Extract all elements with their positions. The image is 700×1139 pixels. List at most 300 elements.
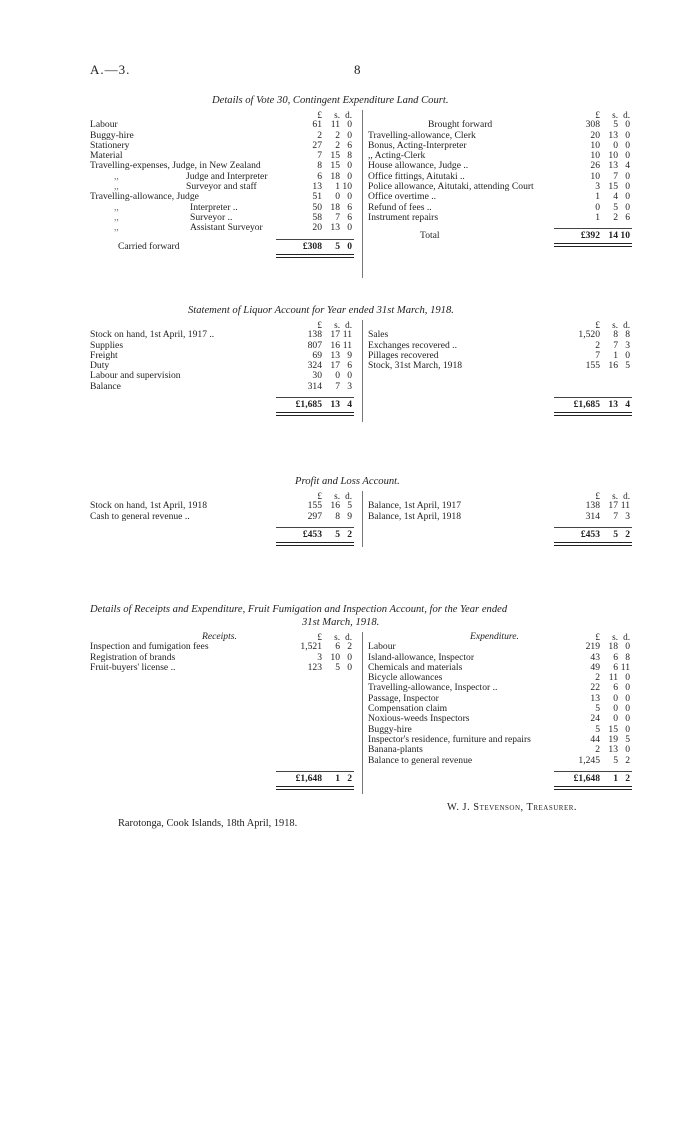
shillings-value: 7 bbox=[335, 211, 340, 223]
pounds-value: 5 bbox=[595, 723, 600, 735]
shillings-value: 1 bbox=[613, 772, 618, 784]
pence-value: 11 bbox=[620, 500, 630, 512]
row-label: Duty bbox=[90, 360, 110, 372]
pound-sign-header: £ bbox=[595, 110, 600, 120]
total-label: Carried forward bbox=[118, 240, 180, 252]
pence-value: 10 bbox=[342, 181, 352, 193]
row-label: Fruit-buyers' license .. bbox=[90, 661, 176, 673]
pence-value: 3 bbox=[625, 510, 630, 522]
row-label: Brought forward bbox=[428, 119, 493, 131]
pounds-value: £1,648 bbox=[295, 772, 322, 784]
pence-value: 0 bbox=[625, 150, 630, 162]
pence-value: 2 bbox=[347, 528, 352, 540]
column-divider bbox=[362, 110, 363, 278]
pence-value: 2 bbox=[625, 528, 630, 540]
shillings-value: 5 bbox=[335, 528, 340, 540]
shillings-header: s. bbox=[334, 491, 340, 501]
total-double-rule bbox=[554, 542, 632, 546]
pound-sign-header: £ bbox=[317, 110, 322, 120]
ledger-row bbox=[368, 361, 630, 371]
shillings-value: 0 bbox=[335, 191, 340, 203]
pence-header: d. bbox=[345, 632, 352, 642]
row-label: Stationery bbox=[90, 139, 130, 151]
row-label: Compensation claim bbox=[368, 703, 448, 715]
pounds-value: 1,521 bbox=[300, 641, 322, 653]
pounds-value: 155 bbox=[307, 500, 322, 512]
shillings-value: 7 bbox=[613, 339, 618, 351]
column-divider bbox=[362, 320, 363, 422]
shillings-value: 15 bbox=[608, 181, 618, 193]
total-rule bbox=[276, 771, 354, 772]
row-label: Supplies bbox=[90, 339, 124, 351]
pounds-value: £1,648 bbox=[573, 772, 600, 784]
row-label: Refund of fees .. bbox=[368, 201, 432, 213]
pence-value: 3 bbox=[347, 380, 352, 392]
ledger-row bbox=[90, 382, 358, 392]
pounds-value: 7 bbox=[317, 150, 322, 162]
shillings-value: 11 bbox=[608, 672, 618, 684]
shillings-value: 6 bbox=[613, 682, 618, 694]
row-label: Inspection and fumigation fees bbox=[90, 641, 209, 653]
row-label: Interpreter .. bbox=[190, 201, 238, 213]
pence-value: 0 bbox=[347, 160, 352, 172]
shillings-value: 0 bbox=[613, 139, 618, 151]
total-double-rule bbox=[554, 412, 632, 416]
pence-header: d. bbox=[623, 320, 630, 330]
vote-left-column bbox=[90, 110, 358, 255]
shillings-value: 13 bbox=[330, 222, 340, 234]
row-label: Surveyor and staff bbox=[186, 181, 257, 193]
shillings-header: s. bbox=[612, 110, 618, 120]
row-label: Labour bbox=[90, 119, 118, 131]
row-label: Stock on hand, 1st April, 1918 bbox=[90, 500, 207, 512]
pence-value: 0 bbox=[625, 713, 630, 725]
pounds-value: 2 bbox=[595, 339, 600, 351]
pounds-value: 6 bbox=[317, 170, 322, 182]
pence-value: 0 bbox=[625, 744, 630, 756]
pence-value: 11 bbox=[342, 329, 352, 341]
shillings-value: 7 bbox=[335, 380, 340, 392]
pence-value: 2 bbox=[347, 641, 352, 653]
pounds-value: 69 bbox=[312, 349, 322, 361]
row-label: House allowance, Judge .. bbox=[368, 160, 469, 172]
receipts-heading: Receipts. bbox=[202, 631, 237, 642]
row-label: Stock on hand, 1st April, 1917 .. bbox=[90, 329, 215, 341]
shillings-value: 0 bbox=[613, 713, 618, 725]
pounds-value: 123 bbox=[307, 661, 322, 673]
total-row bbox=[90, 242, 358, 255]
pence-value: 0 bbox=[625, 672, 630, 684]
pounds-value: 58 bbox=[312, 211, 322, 223]
pounds-value: 22 bbox=[590, 682, 600, 694]
shillings-header: s. bbox=[334, 632, 340, 642]
pounds-value: £1,685 bbox=[295, 399, 322, 411]
ditto-mark: ,, bbox=[114, 170, 119, 182]
pence-value: 3 bbox=[625, 339, 630, 351]
pound-sign-header: £ bbox=[595, 632, 600, 642]
pence-value: 5 bbox=[347, 500, 352, 512]
pounds-value: 314 bbox=[585, 510, 600, 522]
row-label: Inspector's residence, furniture and repairs bbox=[368, 733, 531, 745]
pounds-value: 155 bbox=[585, 360, 600, 372]
row-label: Passage, Inspector bbox=[368, 692, 439, 704]
pounds-value: 1,520 bbox=[578, 329, 600, 341]
shillings-value: 19 bbox=[608, 733, 618, 745]
shillings-value: 2 bbox=[613, 211, 618, 223]
pounds-value: 3 bbox=[317, 651, 322, 663]
total-row bbox=[90, 774, 358, 787]
pounds-value: 2 bbox=[595, 744, 600, 756]
shillings-value: 13 bbox=[608, 160, 618, 172]
pence-value: 0 bbox=[625, 349, 630, 361]
pence-value: 0 bbox=[625, 703, 630, 715]
pounds-value: 20 bbox=[590, 129, 600, 141]
shillings-header: s. bbox=[612, 491, 618, 501]
pounds-value: 10 bbox=[590, 150, 600, 162]
ledger-row bbox=[368, 756, 630, 766]
pounds-value: 8 bbox=[317, 160, 322, 172]
pence-value: 0 bbox=[625, 139, 630, 151]
shillings-value: 0 bbox=[613, 692, 618, 704]
shillings-value: 5 bbox=[613, 201, 618, 213]
pounds-value: 13 bbox=[312, 181, 322, 193]
total-rule bbox=[276, 397, 354, 398]
pence-header: d. bbox=[623, 632, 630, 642]
row-label: Registration of brands bbox=[90, 651, 176, 663]
pence-value: 11 bbox=[620, 661, 630, 673]
pounds-value: 807 bbox=[307, 339, 322, 351]
shillings-value: 6 bbox=[335, 641, 340, 653]
row-label: Cash to general revenue .. bbox=[90, 510, 190, 522]
ledger-row bbox=[90, 512, 358, 522]
total-row bbox=[368, 231, 630, 244]
shillings-value: 13 bbox=[608, 399, 618, 411]
total-double-rule bbox=[554, 786, 632, 790]
shillings-value: 10 bbox=[608, 150, 618, 162]
pence-value: 4 bbox=[347, 399, 352, 411]
pounds-value: 138 bbox=[585, 500, 600, 512]
shillings-value: 15 bbox=[330, 160, 340, 172]
pence-value: 0 bbox=[347, 370, 352, 382]
pounds-value: 50 bbox=[312, 201, 322, 213]
pence-header: d. bbox=[345, 110, 352, 120]
pence-value: 5 bbox=[625, 733, 630, 745]
pounds-value: 49 bbox=[590, 661, 600, 673]
shillings-value: 13 bbox=[608, 744, 618, 756]
pounds-value: 30 bbox=[312, 370, 322, 382]
expenditure-heading: Expenditure. bbox=[470, 631, 519, 642]
row-label: Bicycle allowances bbox=[368, 672, 443, 684]
shillings-value: 1 bbox=[613, 349, 618, 361]
shillings-value: 1 bbox=[335, 772, 340, 784]
pound-sign-header: £ bbox=[317, 491, 322, 501]
shillings-value: 1 bbox=[335, 181, 340, 193]
shillings-header: s. bbox=[334, 320, 340, 330]
pounds-value: £453 bbox=[580, 528, 600, 540]
ditto-mark: ,, bbox=[114, 181, 119, 193]
pence-header: d. bbox=[623, 110, 630, 120]
shillings-value: 18 bbox=[330, 201, 340, 213]
row-label: Police allowance, Aitutaki, attending Court bbox=[368, 181, 534, 193]
pence-value: 0 bbox=[625, 170, 630, 182]
shillings-header: s. bbox=[612, 320, 618, 330]
fruit-section-title-line2: 31st March, 1918. bbox=[302, 617, 380, 628]
pounds-value: £308 bbox=[302, 240, 322, 252]
pence-value: 4 bbox=[625, 399, 630, 411]
row-label: Noxious-weeds Inspectors bbox=[368, 713, 470, 725]
pounds-value: 1 bbox=[595, 211, 600, 223]
row-label: Office overtime .. bbox=[368, 191, 437, 203]
pounds-value: 297 bbox=[307, 510, 322, 522]
row-label: Banana-plants bbox=[368, 744, 423, 756]
total-row bbox=[90, 530, 358, 543]
pounds-value: 2 bbox=[595, 672, 600, 684]
total-double-rule bbox=[276, 254, 354, 258]
pence-value: 0 bbox=[347, 651, 352, 663]
place-and-date: Rarotonga, Cook Islands, 18th April, 1918. bbox=[118, 818, 298, 829]
pounds-value: 308 bbox=[585, 119, 600, 131]
pence-value: 0 bbox=[625, 641, 630, 653]
row-label: Buggy-hire bbox=[368, 723, 412, 735]
pence-value: 4 bbox=[625, 160, 630, 172]
pounds-value: 10 bbox=[590, 139, 600, 151]
pence-value: 0 bbox=[625, 682, 630, 694]
shillings-value: 18 bbox=[330, 170, 340, 182]
document-reference: A.—3. bbox=[90, 62, 131, 77]
row-label: Balance, 1st April, 1917 bbox=[368, 500, 461, 512]
total-rule bbox=[554, 771, 632, 772]
shillings-value: 4 bbox=[613, 191, 618, 203]
row-label: Travelling-expenses, Judge, in New Zealand bbox=[90, 160, 261, 172]
column-divider bbox=[362, 632, 363, 794]
shillings-value: 7 bbox=[613, 170, 618, 182]
ledger-row bbox=[90, 223, 358, 233]
shillings-value: 8 bbox=[613, 329, 618, 341]
shillings-value: 16 bbox=[330, 500, 340, 512]
shillings-value: 13 bbox=[608, 129, 618, 141]
pence-value: 0 bbox=[347, 129, 352, 141]
pounds-value: 1 bbox=[595, 191, 600, 203]
total-row bbox=[368, 400, 630, 413]
row-label: Freight bbox=[90, 349, 118, 361]
shillings-header: s. bbox=[334, 110, 340, 120]
row-label: Balance to general revenue bbox=[368, 754, 473, 766]
pounds-value: 61 bbox=[312, 119, 322, 131]
ledger-row bbox=[368, 512, 630, 522]
pounds-value: 13 bbox=[590, 692, 600, 704]
shillings-value: 11 bbox=[330, 119, 340, 131]
shillings-value: 10 bbox=[330, 651, 340, 663]
total-row bbox=[90, 400, 358, 413]
shillings-value: 2 bbox=[335, 139, 340, 151]
pounds-value: 138 bbox=[307, 329, 322, 341]
pence-value: 2 bbox=[625, 772, 630, 784]
pence-header: d. bbox=[345, 491, 352, 501]
pounds-value: 26 bbox=[590, 160, 600, 172]
pence-value: 0 bbox=[625, 723, 630, 735]
pence-value: 8 bbox=[625, 329, 630, 341]
row-label: Assistant Surveyor bbox=[190, 222, 263, 234]
ditto-mark: ,, bbox=[114, 211, 119, 223]
pounds-value: £1,685 bbox=[573, 399, 600, 411]
row-label: Sales bbox=[368, 329, 389, 341]
pence-value: 5 bbox=[625, 360, 630, 372]
row-label: Balance bbox=[90, 380, 121, 392]
profit-loss-left-column bbox=[90, 491, 358, 543]
pounds-value: 0 bbox=[595, 201, 600, 213]
column-divider bbox=[362, 491, 363, 547]
pound-sign-header: £ bbox=[317, 320, 322, 330]
pence-value: 0 bbox=[347, 191, 352, 203]
shillings-value: 6 bbox=[613, 651, 618, 663]
pounds-value: 20 bbox=[312, 222, 322, 234]
profit-loss-right-column bbox=[368, 491, 630, 543]
pounds-value: 24 bbox=[590, 713, 600, 725]
shillings-value: 5 bbox=[613, 119, 618, 131]
shillings-value: 7 bbox=[613, 510, 618, 522]
pence-value: 9 bbox=[347, 349, 352, 361]
pence-value: 0 bbox=[347, 170, 352, 182]
total-double-rule bbox=[276, 412, 354, 416]
shillings-value: 14 bbox=[608, 230, 618, 242]
total-rule bbox=[276, 239, 354, 240]
pence-header: d. bbox=[623, 491, 630, 501]
row-label: Labour bbox=[368, 641, 396, 653]
row-label: Labour and supervision bbox=[90, 370, 181, 382]
pence-value: 6 bbox=[625, 211, 630, 223]
ditto-mark: ,, bbox=[114, 222, 119, 234]
shillings-value: 5 bbox=[613, 754, 618, 766]
total-rule bbox=[554, 527, 632, 528]
pence-value: 2 bbox=[625, 754, 630, 766]
shillings-value: 15 bbox=[330, 150, 340, 162]
treasurer-signature: W. J. Stevenson, Treasurer. bbox=[447, 802, 578, 813]
shillings-value: 5 bbox=[613, 528, 618, 540]
total-rule bbox=[276, 527, 354, 528]
row-label: Bonus, Acting-Interpreter bbox=[368, 139, 467, 151]
pounds-value: 10 bbox=[590, 170, 600, 182]
shillings-value: 8 bbox=[335, 510, 340, 522]
pound-sign-header: £ bbox=[595, 320, 600, 330]
pence-value: 0 bbox=[625, 129, 630, 141]
row-label: Instrument repairs bbox=[368, 211, 439, 223]
fruit-left-column bbox=[90, 632, 358, 787]
total-row bbox=[368, 530, 630, 543]
pounds-value: 27 bbox=[312, 139, 322, 151]
pence-value: 2 bbox=[347, 772, 352, 784]
liquor-section-title: Statement of Liquor Account for Year ended 31st March, 1918. bbox=[188, 305, 454, 316]
vote-section-title: Details of Vote 30, Contingent Expenditure Land Court. bbox=[212, 95, 449, 106]
pounds-value: 1,245 bbox=[578, 754, 600, 766]
row-label: Travelling-allowance, Clerk bbox=[368, 129, 476, 141]
total-rule bbox=[554, 397, 632, 398]
pence-value: 8 bbox=[347, 150, 352, 162]
liquor-right-column bbox=[368, 320, 630, 413]
pence-value: 6 bbox=[347, 360, 352, 372]
row-label: Judge and Interpreter bbox=[186, 170, 268, 182]
pounds-value: 51 bbox=[312, 191, 322, 203]
row-label: Pillages recovered bbox=[368, 349, 439, 361]
pounds-value: 3 bbox=[595, 181, 600, 193]
pounds-value: 219 bbox=[585, 641, 600, 653]
shillings-value: 5 bbox=[335, 661, 340, 673]
pence-value: 0 bbox=[625, 692, 630, 704]
pence-value: 0 bbox=[347, 222, 352, 234]
pounds-value: 324 bbox=[307, 360, 322, 372]
row-label: Travelling-allowance, Inspector .. bbox=[368, 682, 498, 694]
vote-right-column bbox=[368, 110, 630, 244]
total-double-rule bbox=[554, 243, 632, 247]
row-label: Chemicals and materials bbox=[368, 661, 463, 673]
pence-value: 10 bbox=[620, 230, 630, 242]
shillings-value: 16 bbox=[608, 360, 618, 372]
pence-value: 9 bbox=[347, 510, 352, 522]
row-label: Stock, 31st March, 1918 bbox=[368, 360, 463, 372]
pounds-value: £392 bbox=[580, 230, 600, 242]
total-double-rule bbox=[276, 786, 354, 790]
pence-value: 0 bbox=[625, 201, 630, 213]
pence-value: 0 bbox=[625, 181, 630, 193]
row-label: Surveyor .. bbox=[190, 211, 233, 223]
shillings-value: 0 bbox=[613, 703, 618, 715]
pounds-value: 7 bbox=[595, 349, 600, 361]
row-label: Travelling-allowance, Judge bbox=[90, 191, 199, 203]
pounds-value: 5 bbox=[595, 703, 600, 715]
total-row bbox=[368, 774, 630, 787]
ledger-row bbox=[90, 663, 358, 673]
pounds-value: £453 bbox=[302, 528, 322, 540]
pence-value: 0 bbox=[347, 119, 352, 131]
pence-header: d. bbox=[345, 320, 352, 330]
shillings-value: 5 bbox=[335, 240, 340, 252]
profit-loss-section-title: Profit and Loss Account. bbox=[295, 476, 400, 487]
shillings-value: 13 bbox=[330, 399, 340, 411]
pound-sign-header: £ bbox=[595, 491, 600, 501]
pence-value: 0 bbox=[347, 661, 352, 673]
pounds-value: 43 bbox=[590, 651, 600, 663]
pence-value: 0 bbox=[625, 191, 630, 203]
page-number: 8 bbox=[354, 62, 361, 77]
shillings-value: 6 bbox=[613, 661, 618, 673]
fruit-right-column bbox=[368, 632, 630, 787]
row-label: Office fittings, Aitutaki .. bbox=[368, 170, 465, 182]
pounds-value: 314 bbox=[307, 380, 322, 392]
row-label: Island-allowance, Inspector bbox=[368, 651, 475, 663]
pence-value: 8 bbox=[625, 651, 630, 663]
pence-value: 0 bbox=[347, 240, 352, 252]
pence-value: 0 bbox=[625, 119, 630, 131]
shillings-header: s. bbox=[612, 632, 618, 642]
fruit-section-title-line1: Details of Receipts and Expenditure, Fruit Fumigation and Inspection Account, for the Year ended bbox=[90, 604, 508, 615]
shillings-value: 16 bbox=[330, 339, 340, 351]
liquor-left-column bbox=[90, 320, 358, 413]
row-label: Balance, 1st April, 1918 bbox=[368, 510, 461, 522]
pound-sign-header: £ bbox=[317, 632, 322, 642]
total-label: Total bbox=[420, 230, 440, 242]
ditto-mark: ,, bbox=[114, 201, 119, 213]
shillings-value: 18 bbox=[608, 641, 618, 653]
shillings-value: 17 bbox=[608, 500, 618, 512]
shillings-value: 13 bbox=[330, 349, 340, 361]
shillings-value: 17 bbox=[330, 329, 340, 341]
shillings-value: 2 bbox=[335, 129, 340, 141]
row-label: Exchanges recovered .. bbox=[368, 339, 457, 351]
row-label: Material bbox=[90, 150, 123, 162]
row-label: Buggy-hire bbox=[90, 129, 134, 141]
ledger-row bbox=[368, 213, 630, 223]
shillings-value: 15 bbox=[608, 723, 618, 735]
row-label: ,, Acting-Clerk bbox=[368, 150, 426, 162]
